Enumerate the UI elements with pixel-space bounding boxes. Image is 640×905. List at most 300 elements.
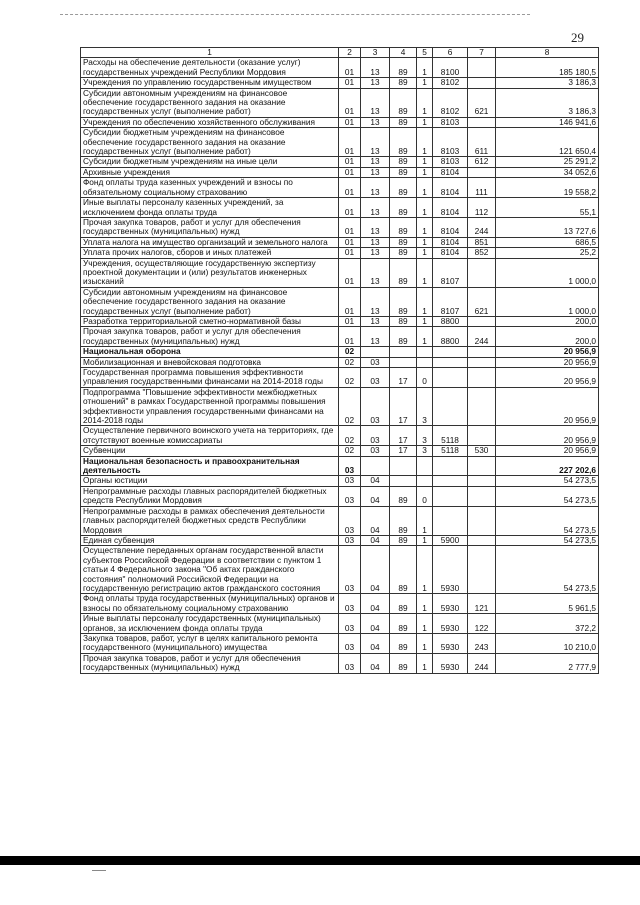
amount-cell: 200,0 — [496, 316, 599, 326]
target-code-cell: 8100 — [433, 58, 468, 78]
table-row — [81, 456, 599, 476]
amount-cell: 19 558,2 — [496, 178, 599, 198]
program-code-cell — [390, 347, 417, 357]
program-code-cell: 89 — [390, 157, 417, 167]
subprogram-code-cell: 1 — [417, 178, 433, 198]
program-code-cell: 89 — [390, 258, 417, 287]
column-header: 8 — [496, 48, 599, 58]
amount-cell: 20 956,9 — [496, 357, 599, 367]
section-code-cell: 01 — [339, 248, 361, 258]
target-code-cell — [433, 368, 468, 388]
row-name-cell: Иные выплаты персоналу государственных (муниципальных) органов, за исключением фонда оплаты труда — [81, 614, 339, 634]
row-name-cell: Осуществление первичного воинского учета на территориях, где отсутствуют военные комиссариаты — [81, 426, 339, 446]
subsection-code-cell: 13 — [361, 327, 390, 347]
subprogram-code-cell: 0 — [417, 486, 433, 506]
subsection-code-cell: 13 — [361, 198, 390, 218]
expense-type-cell — [468, 78, 496, 88]
subsection-code-cell: 03 — [361, 426, 390, 446]
column-header: 6 — [433, 48, 468, 58]
amount-cell: 200,0 — [496, 327, 599, 347]
program-code-cell: 89 — [390, 88, 417, 117]
table-header-row — [81, 48, 599, 58]
program-code-cell: 89 — [390, 535, 417, 545]
table-row — [81, 535, 599, 545]
section-code-cell: 01 — [339, 58, 361, 78]
program-code-cell — [390, 456, 417, 476]
program-code-cell: 89 — [390, 237, 417, 247]
amount-cell: 55,1 — [496, 198, 599, 218]
table-row — [81, 506, 599, 535]
subsection-code-cell: 13 — [361, 128, 390, 157]
subprogram-code-cell: 1 — [417, 653, 433, 673]
expense-type-cell: 244 — [468, 653, 496, 673]
section-code-cell: 01 — [339, 237, 361, 247]
subsection-code-cell: 04 — [361, 653, 390, 673]
table-row — [81, 653, 599, 673]
section-code-cell: 01 — [339, 327, 361, 347]
section-code-cell: 02 — [339, 357, 361, 367]
row-name-cell: Прочая закупка товаров, работ и услуг для обеспечения государственных (муниципальных) нужд — [81, 653, 339, 673]
expense-type-cell — [468, 368, 496, 388]
row-name-cell: Субсидии бюджетным учреждениям на финансовое обеспечение государственного задания на оказание государственных услуг (выполнение работ) — [81, 128, 339, 157]
row-name-cell: Субсидии автономным учреждениям на финансовое обеспечение государственного задания на оказание государственных услуг (выполнение работ) — [81, 287, 339, 316]
subprogram-code-cell: 1 — [417, 546, 433, 594]
subprogram-code-cell: 1 — [417, 217, 433, 237]
subsection-code-cell: 13 — [361, 248, 390, 258]
subsection-code-cell — [361, 456, 390, 476]
table-row — [81, 426, 599, 446]
row-name-cell: Учреждения, осуществляющие государственную экспертизу проектной документации и (или) результатов инженерных изысканий — [81, 258, 339, 287]
row-name-cell: Мобилизационная и вневойсковая подготовка — [81, 357, 339, 367]
row-name-cell: Прочая закупка товаров, работ и услуг для обеспечения государственных (муниципальных) нужд — [81, 217, 339, 237]
section-code-cell: 03 — [339, 546, 361, 594]
subsection-code-cell: 13 — [361, 58, 390, 78]
table-row — [81, 157, 599, 167]
subsection-code-cell: 03 — [361, 368, 390, 388]
amount-cell: 54 273,5 — [496, 535, 599, 545]
subsection-code-cell: 13 — [361, 88, 390, 117]
expense-type-cell — [468, 58, 496, 78]
amount-cell: 25 291,2 — [496, 157, 599, 167]
target-code-cell: 5118 — [433, 446, 468, 456]
target-code-cell — [433, 506, 468, 535]
subprogram-code-cell: 1 — [417, 157, 433, 167]
subprogram-code-cell: 1 — [417, 88, 433, 117]
subprogram-code-cell: 1 — [417, 633, 433, 653]
table-row — [81, 316, 599, 326]
row-name-cell: Учреждения по управлению государственным имуществом — [81, 78, 339, 88]
row-name-cell: Осуществление переданных органам государственной власти субъектов Российской Федерации в соответствии с пунктом 1 статьи 4 Федерального закона "Об актах гражданского состояния" полномочий Российской Федерации на государственную регистрацию актов гражданского состояния — [81, 546, 339, 594]
row-name-cell: Органы юстиции — [81, 476, 339, 486]
program-code-cell — [390, 476, 417, 486]
subsection-code-cell: 03 — [361, 387, 390, 426]
amount-cell: 54 273,5 — [496, 506, 599, 535]
column-header: 4 — [390, 48, 417, 58]
expense-type-cell — [468, 167, 496, 177]
target-code-cell: 5930 — [433, 594, 468, 614]
subprogram-code-cell — [417, 357, 433, 367]
section-code-cell: 01 — [339, 117, 361, 127]
target-code-cell: 8103 — [433, 157, 468, 167]
subprogram-code-cell: 1 — [417, 327, 433, 347]
expense-type-cell: 851 — [468, 237, 496, 247]
table-row — [81, 178, 599, 198]
table-row — [81, 614, 599, 634]
row-name-cell: Национальная безопасность и правоохранительная деятельность — [81, 456, 339, 476]
row-name-cell: Фонд оплаты труда государственных (муниципальных) органов и взносы по обязательному социальному страхованию — [81, 594, 339, 614]
amount-cell: 34 052,6 — [496, 167, 599, 177]
program-code-cell: 89 — [390, 128, 417, 157]
section-code-cell: 01 — [339, 258, 361, 287]
amount-cell: 20 956,9 — [496, 387, 599, 426]
row-name-cell: Уплата налога на имущество организаций и земельного налога — [81, 237, 339, 247]
amount-cell: 1 000,0 — [496, 258, 599, 287]
subsection-code-cell: 13 — [361, 117, 390, 127]
amount-cell: 10 210,0 — [496, 633, 599, 653]
target-code-cell: 8800 — [433, 316, 468, 326]
subsection-code-cell: 04 — [361, 506, 390, 535]
subsection-code-cell: 04 — [361, 546, 390, 594]
program-code-cell: 89 — [390, 316, 417, 326]
subprogram-code-cell: 3 — [417, 446, 433, 456]
subprogram-code-cell: 1 — [417, 287, 433, 316]
section-code-cell: 03 — [339, 614, 361, 634]
row-name-cell: Непрограммные расходы главных распорядителей бюджетных средств Республики Мордовия — [81, 486, 339, 506]
table-row — [81, 387, 599, 426]
expense-type-cell: 122 — [468, 614, 496, 634]
table-row — [81, 258, 599, 287]
section-code-cell: 02 — [339, 446, 361, 456]
target-code-cell: 5930 — [433, 546, 468, 594]
subprogram-code-cell: 1 — [417, 237, 433, 247]
program-code-cell: 17 — [390, 387, 417, 426]
expense-type-cell — [468, 476, 496, 486]
expense-type-cell: 621 — [468, 287, 496, 316]
row-name-cell: Субсидии бюджетным учреждениям на иные цели — [81, 157, 339, 167]
section-code-cell: 03 — [339, 486, 361, 506]
amount-cell: 20 956,9 — [496, 426, 599, 446]
amount-cell: 3 186,3 — [496, 78, 599, 88]
amount-cell: 20 956,9 — [496, 446, 599, 456]
program-code-cell: 89 — [390, 653, 417, 673]
subprogram-code-cell: 3 — [417, 387, 433, 426]
row-name-cell: Расходы на обеспечение деятельности (оказание услуг) государственных учреждений Республики Мордовия — [81, 58, 339, 78]
amount-cell: 2 777,9 — [496, 653, 599, 673]
target-code-cell: 5930 — [433, 633, 468, 653]
amount-cell: 686,5 — [496, 237, 599, 247]
table-row — [81, 368, 599, 388]
amount-cell: 121 650,4 — [496, 128, 599, 157]
expense-type-cell — [468, 535, 496, 545]
row-name-cell: Архивные учреждения — [81, 167, 339, 177]
subsection-code-cell: 04 — [361, 633, 390, 653]
target-code-cell: 8104 — [433, 178, 468, 198]
table-row — [81, 88, 599, 117]
row-name-cell: Единая субвенция — [81, 535, 339, 545]
expense-type-cell: 612 — [468, 157, 496, 167]
section-code-cell: 02 — [339, 387, 361, 426]
program-code-cell: 89 — [390, 594, 417, 614]
scan-mark — [92, 870, 106, 871]
amount-cell: 5 961,5 — [496, 594, 599, 614]
expense-type-cell: 530 — [468, 446, 496, 456]
section-code-cell: 01 — [339, 78, 361, 88]
program-code-cell: 89 — [390, 287, 417, 316]
subsection-code-cell: 13 — [361, 316, 390, 326]
target-code-cell — [433, 476, 468, 486]
section-code-cell: 01 — [339, 167, 361, 177]
table-row — [81, 486, 599, 506]
expense-type-cell: 243 — [468, 633, 496, 653]
target-code-cell — [433, 347, 468, 357]
subprogram-code-cell: 1 — [417, 58, 433, 78]
target-code-cell: 5118 — [433, 426, 468, 446]
target-code-cell: 8102 — [433, 88, 468, 117]
table-row — [81, 546, 599, 594]
program-code-cell: 89 — [390, 486, 417, 506]
section-code-cell: 03 — [339, 633, 361, 653]
section-code-cell: 03 — [339, 535, 361, 545]
subsection-code-cell: 13 — [361, 258, 390, 287]
expense-type-cell: 244 — [468, 217, 496, 237]
table-row — [81, 58, 599, 78]
budget-table — [80, 47, 599, 674]
section-code-cell: 03 — [339, 594, 361, 614]
program-code-cell: 89 — [390, 217, 417, 237]
top-scan-rule — [60, 14, 530, 15]
amount-cell: 1 000,0 — [496, 287, 599, 316]
program-code-cell: 89 — [390, 327, 417, 347]
page-number: 29 — [571, 30, 584, 45]
row-name-cell: Прочая закупка товаров, работ и услуг для обеспечения государственных (муниципальных) нужд — [81, 327, 339, 347]
row-name-cell: Непрограммные расходы в рамках обеспечения деятельности главных распорядителей бюджетных средств Республики Мордовия — [81, 506, 339, 535]
section-code-cell: 01 — [339, 217, 361, 237]
target-code-cell: 5930 — [433, 653, 468, 673]
subsection-code-cell: 13 — [361, 78, 390, 88]
target-code-cell: 8102 — [433, 78, 468, 88]
subprogram-code-cell: 1 — [417, 78, 433, 88]
amount-cell: 227 202,6 — [496, 456, 599, 476]
expense-type-cell: 852 — [468, 248, 496, 258]
subsection-code-cell: 04 — [361, 535, 390, 545]
row-name-cell: Фонд оплаты труда казенных учреждений и взносы по обязательному социальному страхованию — [81, 178, 339, 198]
subprogram-code-cell: 0 — [417, 368, 433, 388]
subprogram-code-cell: 1 — [417, 258, 433, 287]
table-row — [81, 287, 599, 316]
section-code-cell: 01 — [339, 198, 361, 218]
table-row — [81, 198, 599, 218]
amount-cell: 146 941,6 — [496, 117, 599, 127]
program-code-cell: 89 — [390, 198, 417, 218]
row-name-cell: Государственная программа повышения эффективности управления государственными финансами на 2014-2018 годы — [81, 368, 339, 388]
expense-type-cell: 121 — [468, 594, 496, 614]
section-code-cell: 01 — [339, 287, 361, 316]
table-row — [81, 78, 599, 88]
table-row — [81, 237, 599, 247]
expense-type-cell — [468, 117, 496, 127]
program-code-cell: 17 — [390, 426, 417, 446]
subprogram-code-cell: 1 — [417, 117, 433, 127]
row-name-cell: Разработка территориальной сметно-нормативной базы — [81, 316, 339, 326]
program-code-cell: 89 — [390, 58, 417, 78]
subprogram-code-cell: 1 — [417, 535, 433, 545]
subprogram-code-cell: 1 — [417, 128, 433, 157]
subprogram-code-cell: 1 — [417, 316, 433, 326]
amount-cell: 185 180,5 — [496, 58, 599, 78]
row-name-cell: Подпрограмма "Повышение эффективности межбюджетных отношений" в рамках Государственной программы повышения эффективности управления государственными финансами на 2014-2018 годы — [81, 387, 339, 426]
table-row — [81, 446, 599, 456]
subprogram-code-cell: 3 — [417, 426, 433, 446]
amount-cell: 54 273,5 — [496, 476, 599, 486]
expense-type-cell: 611 — [468, 128, 496, 157]
column-header: 2 — [339, 48, 361, 58]
amount-cell: 20 956,9 — [496, 368, 599, 388]
table-row — [81, 128, 599, 157]
amount-cell: 20 956,9 — [496, 347, 599, 357]
table-row — [81, 347, 599, 357]
subprogram-code-cell: 1 — [417, 248, 433, 258]
program-code-cell: 89 — [390, 117, 417, 127]
section-code-cell: 02 — [339, 347, 361, 357]
expense-type-cell — [468, 486, 496, 506]
target-code-cell — [433, 357, 468, 367]
subprogram-code-cell: 1 — [417, 167, 433, 177]
section-code-cell: 03 — [339, 653, 361, 673]
section-code-cell: 01 — [339, 88, 361, 117]
column-header: 1 — [81, 48, 339, 58]
subprogram-code-cell: 1 — [417, 198, 433, 218]
subprogram-code-cell — [417, 476, 433, 486]
section-code-cell: 01 — [339, 157, 361, 167]
section-code-cell: 01 — [339, 178, 361, 198]
table-row — [81, 167, 599, 177]
table-row — [81, 633, 599, 653]
program-code-cell: 89 — [390, 167, 417, 177]
subsection-code-cell: 13 — [361, 167, 390, 177]
expense-type-cell — [468, 426, 496, 446]
subsection-code-cell: 04 — [361, 594, 390, 614]
expense-type-cell: 111 — [468, 178, 496, 198]
column-header: 3 — [361, 48, 390, 58]
subsection-code-cell: 03 — [361, 357, 390, 367]
table-row — [81, 248, 599, 258]
target-code-cell: 5930 — [433, 614, 468, 634]
expense-type-cell — [468, 258, 496, 287]
subprogram-code-cell — [417, 456, 433, 476]
expense-type-cell: 112 — [468, 198, 496, 218]
target-code-cell: 8104 — [433, 248, 468, 258]
expense-type-cell: 621 — [468, 88, 496, 117]
program-code-cell: 89 — [390, 633, 417, 653]
row-name-cell: Субвенции — [81, 446, 339, 456]
subsection-code-cell: 04 — [361, 476, 390, 486]
program-code-cell: 17 — [390, 368, 417, 388]
expense-type-cell — [468, 357, 496, 367]
table-row — [81, 217, 599, 237]
row-name-cell: Иные выплаты персоналу казенных учреждений, за исключением фонда оплаты труда — [81, 198, 339, 218]
row-name-cell: Уплата прочих налогов, сборов и иных платежей — [81, 248, 339, 258]
subprogram-code-cell — [417, 347, 433, 357]
target-code-cell: 8104 — [433, 217, 468, 237]
scan-bottom-border — [0, 856, 640, 865]
table-row — [81, 117, 599, 127]
amount-cell: 3 186,3 — [496, 88, 599, 117]
target-code-cell — [433, 387, 468, 426]
subsection-code-cell: 13 — [361, 237, 390, 247]
section-code-cell: 03 — [339, 476, 361, 486]
program-code-cell — [390, 357, 417, 367]
amount-cell: 25,2 — [496, 248, 599, 258]
target-code-cell: 8800 — [433, 327, 468, 347]
column-header: 7 — [468, 48, 496, 58]
table-row — [81, 476, 599, 486]
program-code-cell: 89 — [390, 546, 417, 594]
target-code-cell: 8103 — [433, 128, 468, 157]
row-name-cell: Учреждения по обеспечению хозяйственного обслуживания — [81, 117, 339, 127]
row-name-cell: Национальная оборона — [81, 347, 339, 357]
target-code-cell: 8104 — [433, 198, 468, 218]
subsection-code-cell: 04 — [361, 486, 390, 506]
table-row — [81, 594, 599, 614]
subsection-code-cell: 13 — [361, 178, 390, 198]
section-code-cell: 02 — [339, 426, 361, 446]
target-code-cell: 8107 — [433, 258, 468, 287]
expense-type-cell — [468, 316, 496, 326]
expense-type-cell — [468, 546, 496, 594]
program-code-cell: 89 — [390, 248, 417, 258]
program-code-cell: 89 — [390, 614, 417, 634]
row-name-cell: Субсидии автономным учреждениям на финансовое обеспечение государственного задания на оказание государственных услуг (выполнение работ) — [81, 88, 339, 117]
subsection-code-cell: 13 — [361, 217, 390, 237]
section-code-cell: 01 — [339, 128, 361, 157]
subsection-code-cell: 13 — [361, 157, 390, 167]
expense-type-cell — [468, 506, 496, 535]
subprogram-code-cell: 1 — [417, 506, 433, 535]
target-code-cell — [433, 486, 468, 506]
expense-type-cell — [468, 387, 496, 426]
row-name-cell: Закупка товаров, работ, услуг в целях капитального ремонта государственного (муниципального) имущества — [81, 633, 339, 653]
section-code-cell: 03 — [339, 456, 361, 476]
subprogram-code-cell: 1 — [417, 594, 433, 614]
column-header: 5 — [417, 48, 433, 58]
section-code-cell: 02 — [339, 368, 361, 388]
section-code-cell: 03 — [339, 506, 361, 535]
subsection-code-cell: 04 — [361, 614, 390, 634]
expense-type-cell — [468, 347, 496, 357]
program-code-cell: 89 — [390, 178, 417, 198]
program-code-cell: 89 — [390, 506, 417, 535]
target-code-cell: 8107 — [433, 287, 468, 316]
amount-cell: 13 727,6 — [496, 217, 599, 237]
expense-type-cell: 244 — [468, 327, 496, 347]
amount-cell: 54 273,5 — [496, 486, 599, 506]
program-code-cell: 17 — [390, 446, 417, 456]
target-code-cell: 8104 — [433, 167, 468, 177]
amount-cell: 372,2 — [496, 614, 599, 634]
subprogram-code-cell: 1 — [417, 614, 433, 634]
table-row — [81, 327, 599, 347]
target-code-cell: 5900 — [433, 535, 468, 545]
section-code-cell: 01 — [339, 316, 361, 326]
table-row — [81, 357, 599, 367]
amount-cell: 54 273,5 — [496, 546, 599, 594]
target-code-cell: 8104 — [433, 237, 468, 247]
program-code-cell: 89 — [390, 78, 417, 88]
target-code-cell: 8103 — [433, 117, 468, 127]
subsection-code-cell: 13 — [361, 287, 390, 316]
subsection-code-cell: 03 — [361, 446, 390, 456]
expense-type-cell — [468, 456, 496, 476]
